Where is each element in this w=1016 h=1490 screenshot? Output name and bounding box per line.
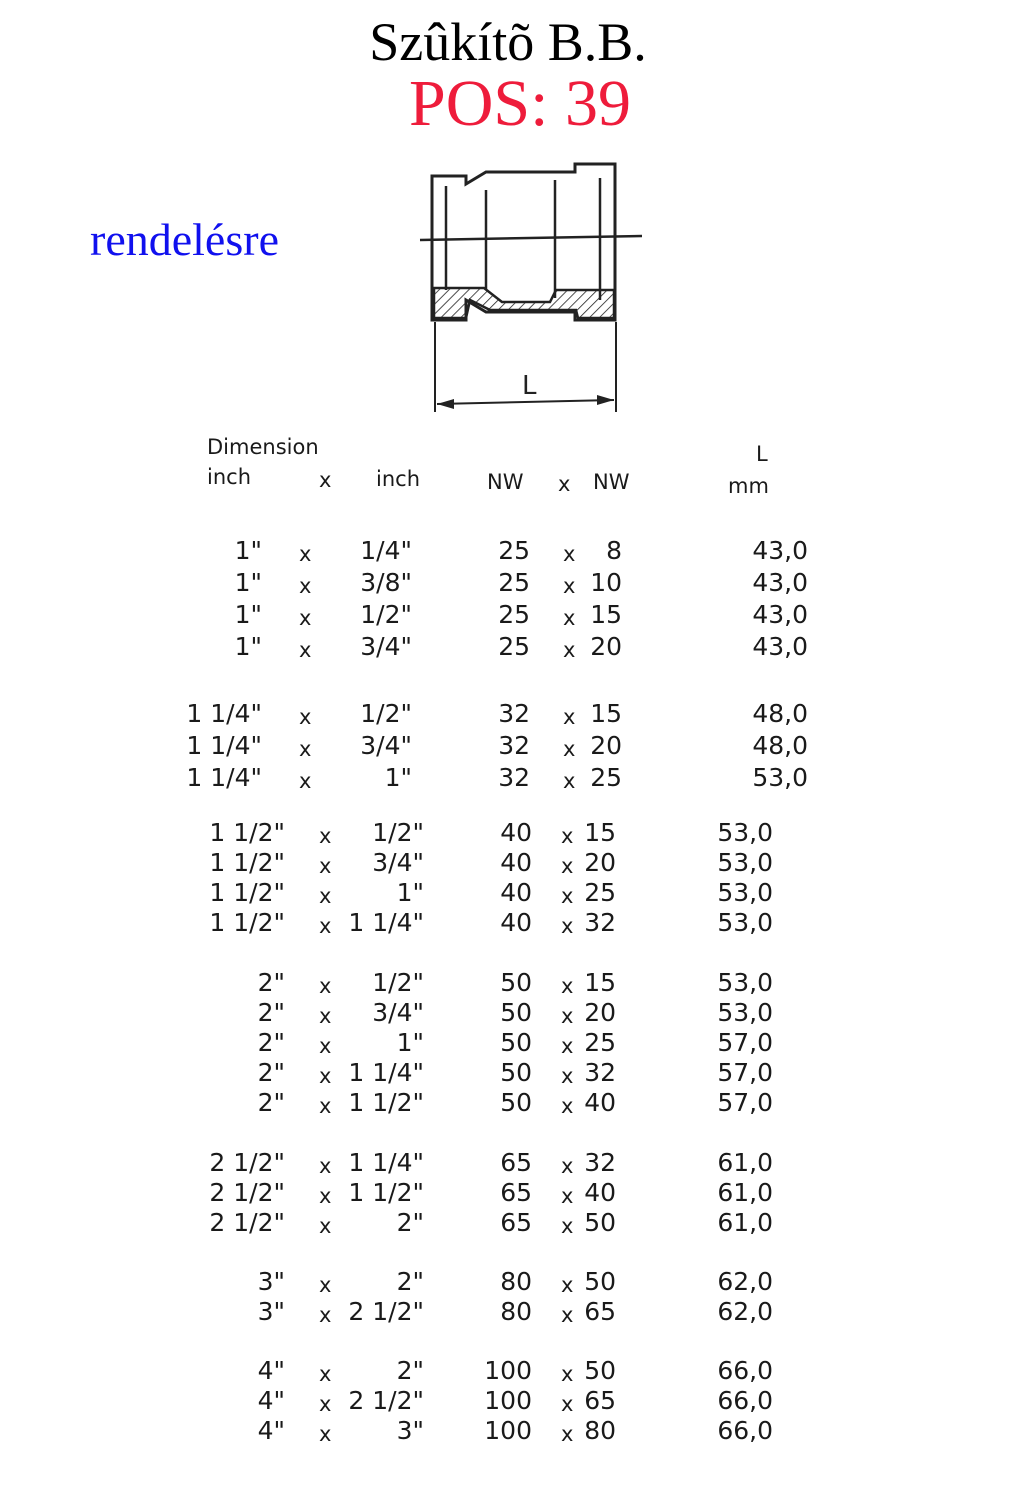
table-row <box>0 1058 1016 1090</box>
inch-a-cell: 3" <box>257 1267 285 1296</box>
length-mm-cell: 53,0 <box>717 818 773 847</box>
inch-b-cell: 3/4" <box>372 848 424 877</box>
inch-b-cell: 1 1/4" <box>348 1058 424 1087</box>
table-row <box>0 1178 1016 1210</box>
table-row <box>0 1088 1016 1120</box>
table-row <box>0 1356 1016 1388</box>
inch-a-cell: 2" <box>257 968 285 997</box>
order-note: rendelésre <box>90 214 279 265</box>
x-separator: x <box>299 606 312 630</box>
length-mm-cell: 61,0 <box>717 1178 773 1207</box>
x-separator: x <box>319 1303 332 1327</box>
table-row <box>0 731 1016 763</box>
inch-b-cell: 1 1/2" <box>348 1178 424 1207</box>
nw-b-cell: 32 <box>584 1148 616 1177</box>
table-row <box>0 568 1016 600</box>
table-row <box>0 1148 1016 1180</box>
inch-a-cell: 4" <box>257 1386 285 1415</box>
inch-a-cell: 2" <box>257 1088 285 1117</box>
inch-a-cell: 2" <box>257 1028 285 1057</box>
length-mm-cell: 61,0 <box>717 1148 773 1177</box>
x-separator: x <box>561 854 574 878</box>
nw-a-cell: 40 <box>500 848 532 877</box>
inch-a-cell: 1" <box>234 536 262 565</box>
length-mm-cell: 66,0 <box>717 1356 773 1385</box>
x-separator: x <box>561 1034 574 1058</box>
inch-a-cell: 2" <box>257 998 285 1027</box>
header-mm: mm <box>728 474 769 498</box>
inch-b-cell: 2" <box>396 1356 424 1385</box>
length-mm-cell: 61,0 <box>717 1208 773 1237</box>
x-separator: x <box>561 1214 574 1238</box>
table-row <box>0 1416 1016 1448</box>
inch-b-cell: 1" <box>396 1028 424 1057</box>
x-separator: x <box>561 974 574 998</box>
x-separator: x <box>319 914 332 938</box>
inch-a-cell: 1 1/4" <box>186 699 262 728</box>
nw-a-cell: 25 <box>498 568 530 597</box>
length-mm-cell: 53,0 <box>752 763 808 792</box>
x-separator: x <box>561 1392 574 1416</box>
x-separator: x <box>319 824 332 848</box>
x-separator: x <box>319 1184 332 1208</box>
nw-a-cell: 40 <box>500 818 532 847</box>
x-separator: x <box>561 1362 574 1386</box>
inch-b-cell: 2" <box>396 1267 424 1296</box>
x-separator: x <box>299 737 312 761</box>
nw-a-cell: 50 <box>500 1058 532 1087</box>
nw-b-cell: 50 <box>584 1356 616 1385</box>
inch-a-cell: 4" <box>257 1416 285 1445</box>
inch-b-cell: 1/4" <box>360 536 412 565</box>
nw-a-cell: 65 <box>500 1208 532 1237</box>
length-mm-cell: 57,0 <box>717 1088 773 1117</box>
nw-b-cell: 25 <box>584 878 616 907</box>
nw-b-cell: 10 <box>590 568 622 597</box>
page-title: Szûkítõ B.B. <box>369 12 647 72</box>
table-row <box>0 1386 1016 1418</box>
inch-b-cell: 1/2" <box>372 968 424 997</box>
position-number: POS: 39 <box>409 67 631 140</box>
nw-a-cell: 100 <box>484 1386 532 1415</box>
length-mm-cell: 53,0 <box>717 968 773 997</box>
header-inch-b: inch <box>376 467 420 491</box>
length-mm-cell: 53,0 <box>717 848 773 877</box>
inch-b-cell: 2 1/2" <box>348 1386 424 1415</box>
x-separator: x <box>319 884 332 908</box>
nw-a-cell: 32 <box>498 731 530 760</box>
length-mm-cell: 48,0 <box>752 731 808 760</box>
table-row <box>0 908 1016 940</box>
x-separator: x <box>563 638 576 662</box>
table-row <box>0 998 1016 1030</box>
x-separator: x <box>561 1184 574 1208</box>
nw-b-cell: 15 <box>590 699 622 728</box>
nw-a-cell: 25 <box>498 536 530 565</box>
x-separator: x <box>319 1362 332 1386</box>
x-separator: x <box>563 574 576 598</box>
inch-b-cell: 3" <box>396 1416 424 1445</box>
inch-a-cell: 3" <box>257 1297 285 1326</box>
inch-a-cell: 1" <box>234 632 262 661</box>
x-separator: x <box>561 1064 574 1088</box>
nw-a-cell: 40 <box>500 878 532 907</box>
x-separator: x <box>561 914 574 938</box>
table-row <box>0 848 1016 880</box>
header-x-b: x <box>558 472 571 496</box>
table-row <box>0 536 1016 568</box>
inch-a-cell: 1 1/4" <box>186 763 262 792</box>
length-mm-cell: 43,0 <box>752 568 808 597</box>
length-mm-cell: 48,0 <box>752 699 808 728</box>
nw-b-cell: 65 <box>584 1297 616 1326</box>
inch-b-cell: 1/2" <box>372 818 424 847</box>
header-nw-a: NW <box>487 470 524 494</box>
x-separator: x <box>561 1422 574 1446</box>
x-separator: x <box>319 1064 332 1088</box>
nw-b-cell: 65 <box>584 1386 616 1415</box>
inch-b-cell: 3/8" <box>360 568 412 597</box>
x-separator: x <box>563 769 576 793</box>
length-mm-cell: 66,0 <box>717 1416 773 1445</box>
nw-a-cell: 50 <box>500 998 532 1027</box>
header-x-a: x <box>319 468 332 492</box>
inch-b-cell: 2" <box>396 1208 424 1237</box>
x-separator: x <box>319 974 332 998</box>
nw-b-cell: 25 <box>584 1028 616 1057</box>
length-mm-cell: 62,0 <box>717 1267 773 1296</box>
inch-a-cell: 2 1/2" <box>209 1148 285 1177</box>
nw-a-cell: 25 <box>498 632 530 661</box>
header-inch-a: inch <box>207 465 251 489</box>
nw-b-cell: 50 <box>584 1267 616 1296</box>
x-separator: x <box>319 1094 332 1118</box>
length-mm-cell: 53,0 <box>717 908 773 937</box>
nw-a-cell: 32 <box>498 699 530 728</box>
inch-b-cell: 1" <box>396 878 424 907</box>
table-row <box>0 878 1016 910</box>
x-separator: x <box>299 542 312 566</box>
x-separator: x <box>319 1273 332 1297</box>
nw-b-cell: 15 <box>584 968 616 997</box>
inch-a-cell: 1 1/2" <box>209 878 285 907</box>
x-separator: x <box>563 606 576 630</box>
nw-a-cell: 40 <box>500 908 532 937</box>
inch-b-cell: 1/2" <box>360 699 412 728</box>
length-mm-cell: 43,0 <box>752 536 808 565</box>
nw-a-cell: 100 <box>484 1356 532 1385</box>
table-row <box>0 1297 1016 1329</box>
length-mm-cell: 66,0 <box>717 1386 773 1415</box>
inch-a-cell: 2 1/2" <box>209 1178 285 1207</box>
x-separator: x <box>561 1154 574 1178</box>
header-l: L <box>756 442 768 466</box>
table-row <box>0 1028 1016 1060</box>
inch-a-cell: 4" <box>257 1356 285 1385</box>
inch-a-cell: 2 1/2" <box>209 1208 285 1237</box>
length-mm-cell: 43,0 <box>752 632 808 661</box>
inch-a-cell: 2" <box>257 1058 285 1087</box>
table-row <box>0 1267 1016 1299</box>
x-separator: x <box>319 854 332 878</box>
nw-b-cell: 40 <box>584 1178 616 1207</box>
nw-a-cell: 50 <box>500 1028 532 1057</box>
x-separator: x <box>319 1422 332 1446</box>
x-separator: x <box>319 1034 332 1058</box>
x-separator: x <box>563 737 576 761</box>
x-separator: x <box>563 542 576 566</box>
dimension-label: L <box>522 371 537 401</box>
inch-b-cell: 3/4" <box>372 998 424 1027</box>
table-row <box>0 1208 1016 1240</box>
x-separator: x <box>319 1154 332 1178</box>
nw-a-cell: 100 <box>484 1416 532 1445</box>
nw-b-cell: 15 <box>590 600 622 629</box>
inch-a-cell: 1 1/2" <box>209 848 285 877</box>
table-row <box>0 699 1016 731</box>
nw-b-cell: 50 <box>584 1208 616 1237</box>
inch-a-cell: 1 1/2" <box>209 908 285 937</box>
inch-b-cell: 2 1/2" <box>348 1297 424 1326</box>
inch-b-cell: 1/2" <box>360 600 412 629</box>
x-separator: x <box>561 884 574 908</box>
x-separator: x <box>299 638 312 662</box>
nw-b-cell: 20 <box>584 998 616 1027</box>
inch-a-cell: 1" <box>234 568 262 597</box>
x-separator: x <box>561 1303 574 1327</box>
nw-b-cell: 15 <box>584 818 616 847</box>
nw-a-cell: 32 <box>498 763 530 792</box>
table-row <box>0 632 1016 664</box>
nw-b-cell: 32 <box>584 908 616 937</box>
inch-b-cell: 3/4" <box>360 731 412 760</box>
x-separator: x <box>319 1392 332 1416</box>
nw-a-cell: 80 <box>500 1297 532 1326</box>
length-mm-cell: 43,0 <box>752 600 808 629</box>
length-mm-cell: 62,0 <box>717 1297 773 1326</box>
x-separator: x <box>299 574 312 598</box>
x-separator: x <box>299 769 312 793</box>
inch-b-cell: 3/4" <box>360 632 412 661</box>
nw-a-cell: 50 <box>500 968 532 997</box>
nw-b-cell: 20 <box>584 848 616 877</box>
length-mm-cell: 57,0 <box>717 1058 773 1087</box>
x-separator: x <box>563 705 576 729</box>
x-separator: x <box>561 1004 574 1028</box>
reducer-drawing <box>410 150 660 420</box>
table-row <box>0 968 1016 1000</box>
nw-a-cell: 25 <box>498 600 530 629</box>
nw-b-cell: 20 <box>590 632 622 661</box>
nw-a-cell: 65 <box>500 1178 532 1207</box>
inch-b-cell: 1 1/4" <box>348 908 424 937</box>
x-separator: x <box>561 1094 574 1118</box>
inch-b-cell: 1 1/2" <box>348 1088 424 1117</box>
inch-b-cell: 1" <box>384 763 412 792</box>
table-row <box>0 763 1016 795</box>
inch-a-cell: 1" <box>234 600 262 629</box>
x-separator: x <box>319 1214 332 1238</box>
x-separator: x <box>299 705 312 729</box>
nw-b-cell: 25 <box>590 763 622 792</box>
header-nw-b: NW <box>593 470 630 494</box>
length-mm-cell: 53,0 <box>717 998 773 1027</box>
x-separator: x <box>561 824 574 848</box>
x-separator: x <box>561 1273 574 1297</box>
inch-a-cell: 1 1/4" <box>186 731 262 760</box>
nw-b-cell: 40 <box>584 1088 616 1117</box>
nw-a-cell: 80 <box>500 1267 532 1296</box>
table-row <box>0 818 1016 850</box>
nw-b-cell: 80 <box>584 1416 616 1445</box>
nw-a-cell: 65 <box>500 1148 532 1177</box>
nw-b-cell: 8 <box>606 536 622 565</box>
length-mm-cell: 53,0 <box>717 878 773 907</box>
length-mm-cell: 57,0 <box>717 1028 773 1057</box>
inch-a-cell: 1 1/2" <box>209 818 285 847</box>
nw-b-cell: 20 <box>590 731 622 760</box>
table-row <box>0 600 1016 632</box>
nw-b-cell: 32 <box>584 1058 616 1087</box>
nw-a-cell: 50 <box>500 1088 532 1117</box>
inch-b-cell: 1 1/4" <box>348 1148 424 1177</box>
header-dimension: Dimension <box>207 435 319 459</box>
x-separator: x <box>319 1004 332 1028</box>
